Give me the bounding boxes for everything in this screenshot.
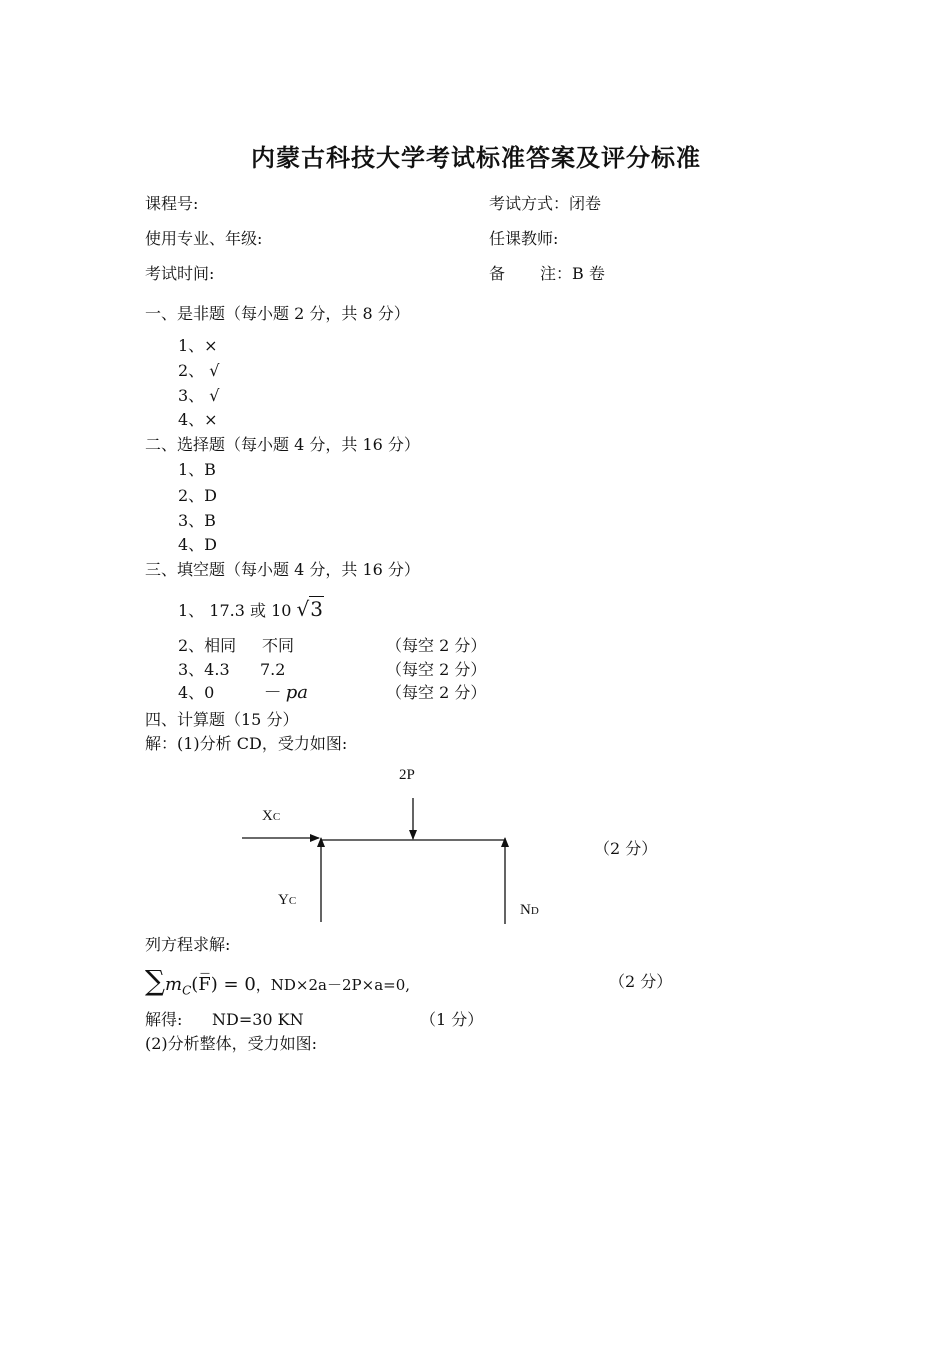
fill-answer-4a: 4、0 bbox=[178, 683, 215, 702]
equations-label: 列方程求解: bbox=[145, 935, 231, 954]
fill-answer-2b: 不同 bbox=[262, 636, 295, 655]
section1-item: 1、× bbox=[178, 336, 218, 355]
section3-heading: 三、填空题（每小题 4 分，共 16 分） bbox=[145, 560, 420, 579]
score-note: （每空 2 分） bbox=[386, 683, 487, 702]
xc-label-sub: C bbox=[272, 811, 281, 823]
section4-heading: 四、计算题（15 分） bbox=[145, 710, 299, 729]
section1-item: 4、× bbox=[178, 410, 218, 429]
load-label: 2P bbox=[399, 767, 415, 783]
nd-label bbox=[520, 902, 539, 918]
exam-mode: 考试方式：闭卷 bbox=[489, 194, 602, 213]
eq-rest: (F̅) = 0 bbox=[191, 974, 256, 995]
nd-label-main: N bbox=[520, 902, 531, 918]
section1-item: 2、 √ bbox=[178, 361, 220, 380]
exam-time-label: 考试时间: bbox=[145, 264, 215, 283]
course-number-label: 课程号: bbox=[145, 194, 199, 213]
fill-answer-2a: 2、相同 bbox=[178, 636, 237, 655]
section2-item: 1、B bbox=[178, 460, 216, 479]
eq-m: m bbox=[165, 974, 183, 995]
xc-label-main: X bbox=[262, 808, 273, 824]
section2-item: 4、D bbox=[178, 535, 218, 554]
fill-answer-4b: － pa bbox=[262, 682, 308, 703]
nd-label-sub: D bbox=[530, 905, 539, 917]
xc-label bbox=[262, 808, 280, 824]
diagram-score: （2 分） bbox=[594, 839, 658, 858]
result-value: ND=30 KN bbox=[212, 1010, 304, 1029]
remark-value: 注：B 卷 bbox=[540, 264, 605, 283]
eq-text: ，ND×2a－2P×a=0, bbox=[255, 976, 411, 994]
result-score: （1 分） bbox=[420, 1010, 484, 1029]
teacher-label: 任课教师: bbox=[489, 229, 559, 248]
section2-heading: 二、选择题（每小题 4 分，共 16 分） bbox=[145, 435, 420, 454]
sum-symbol: ∑ bbox=[145, 964, 165, 997]
moment-equation bbox=[145, 966, 410, 1006]
fill-answer-3b: 7.2 bbox=[260, 660, 286, 679]
score-note: （每空 2 分） bbox=[386, 636, 487, 655]
score-note: （每空 2 分） bbox=[386, 660, 487, 679]
sqrt-radicand: 3 bbox=[310, 597, 324, 621]
result-label: 解得: bbox=[145, 1010, 183, 1029]
sqrt-symbol: √3 bbox=[296, 597, 324, 621]
fill-answer-1-text: 1、 17.3 或 10 bbox=[178, 601, 292, 620]
section1-heading: 一、是非题（每小题 2 分，共 8 分） bbox=[145, 304, 410, 323]
yc-label-main: Y bbox=[278, 892, 289, 908]
fill-answer-3a: 3、4.3 bbox=[178, 660, 230, 679]
solution-intro: 解：(1)分析 CD，受力如图: bbox=[145, 734, 348, 753]
remark-label: 备 bbox=[489, 264, 506, 283]
major-grade-label: 使用专业、年级: bbox=[145, 229, 263, 248]
section1-item: 3、 √ bbox=[178, 386, 220, 405]
section2-item: 2、D bbox=[178, 486, 218, 505]
section2-item: 3、B bbox=[178, 511, 216, 530]
yc-label bbox=[278, 892, 296, 908]
page-title: 内蒙古科技大学考试标准答案及评分标准 bbox=[251, 144, 701, 172]
yc-label-sub: C bbox=[288, 895, 297, 907]
equation-score: （2 分） bbox=[609, 972, 673, 991]
part2-intro: (2)分析整体，受力如图: bbox=[145, 1034, 318, 1053]
eq-sub: C bbox=[182, 983, 192, 998]
